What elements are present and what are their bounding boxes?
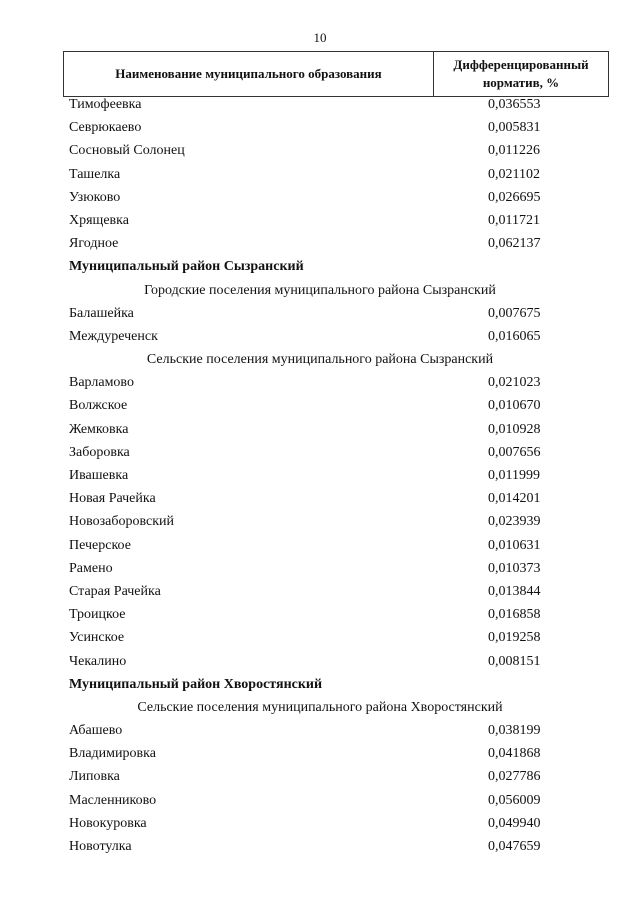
- table-row: [0, 118, 640, 141]
- table-row: [0, 141, 640, 164]
- table-row: [0, 814, 640, 837]
- row-name: Севрюкаево: [69, 120, 142, 136]
- row-name: Новая Рачейка: [69, 491, 156, 507]
- row-value: 0,010373: [488, 560, 541, 576]
- table-row: [0, 234, 640, 257]
- table-row: [0, 304, 640, 327]
- row-name: Ивашевка: [69, 468, 129, 483]
- table-row: [0, 512, 640, 535]
- row-value: 0,023939: [488, 514, 541, 530]
- row-name: Чекалино: [69, 653, 127, 669]
- row-value: 0,007675: [488, 305, 541, 321]
- table-row: [0, 767, 640, 790]
- row-name: Хрящевка: [69, 212, 129, 228]
- table-row: [0, 605, 640, 628]
- table-body: [0, 95, 640, 860]
- table-row: [0, 536, 640, 559]
- heading-text: Муниципальный район Хворостянский: [69, 676, 323, 692]
- row-value: 0,019258: [488, 630, 541, 646]
- table-row: [0, 489, 640, 512]
- row-value: 0,062137: [488, 236, 541, 252]
- row-value: 0,011721: [488, 212, 540, 228]
- table-row: [0, 628, 640, 651]
- row-value: 0,011999: [488, 468, 540, 483]
- row-value: 0,008151: [488, 653, 541, 669]
- column-header-norm-line2: норматив, %: [482, 75, 560, 90]
- row-name: Масленниково: [69, 792, 157, 808]
- row-value: 0,010928: [488, 421, 541, 437]
- column-header-norm: [434, 52, 608, 96]
- heading-text: Сельские поселения муниципального района Сызранский: [146, 352, 494, 368]
- row-value: 0,049940: [488, 815, 541, 831]
- row-name: Ягодное: [69, 236, 119, 252]
- row-name: Новотулка: [69, 839, 132, 854]
- row-value: 0,038199: [488, 723, 541, 739]
- row-name: Варламово: [69, 375, 134, 391]
- row-name: Сосновый Солонец: [69, 143, 185, 159]
- row-value: 0,021102: [488, 166, 540, 182]
- table-row: [0, 327, 640, 350]
- row-value: 0,011226: [488, 143, 540, 159]
- row-name: Балашейка: [69, 305, 134, 321]
- row-value: 0,026695: [488, 189, 541, 205]
- table-row: [0, 652, 640, 675]
- row-value: 0,005831: [488, 120, 541, 136]
- table-row: [0, 95, 640, 118]
- column-header-name: Наименование муниципального образования: [115, 66, 382, 81]
- row-value: 0,041868: [488, 746, 541, 762]
- row-name: Владимировка: [69, 746, 156, 762]
- table-row: [0, 165, 640, 188]
- row-name: Ташелка: [69, 166, 121, 182]
- table-row: [0, 443, 640, 466]
- row-value: 0,014201: [488, 491, 541, 507]
- row-name: Жемковка: [69, 421, 129, 437]
- table-row: [0, 420, 640, 443]
- row-value: 0,027786: [488, 769, 541, 785]
- table-row: [0, 559, 640, 582]
- heading-text: Сельские поселения муниципального района Хворостянский: [137, 699, 503, 715]
- table-header: [63, 51, 609, 97]
- row-value: 0,016858: [488, 607, 541, 623]
- table-row: [0, 188, 640, 211]
- row-value: 0,016065: [488, 328, 541, 344]
- row-name: Усинское: [69, 630, 125, 646]
- table-row: [0, 791, 640, 814]
- table-row: [0, 837, 640, 860]
- row-name: Узюково: [69, 189, 121, 205]
- table-row: [0, 373, 640, 396]
- row-name: Старая Рачейка: [69, 583, 161, 599]
- settlement-subheading: [0, 350, 640, 373]
- row-value: 0,010631: [488, 537, 541, 553]
- heading-text: Городские поселения муниципального района Сызранский: [144, 282, 496, 298]
- row-value: 0,047659: [488, 839, 541, 854]
- column-header-norm-line1: Дифференцированный: [453, 57, 589, 72]
- row-name: Междуреченск: [69, 328, 158, 344]
- table-row: [0, 744, 640, 767]
- heading-text: Муниципальный район Сызранский: [69, 259, 304, 275]
- row-name: Абашево: [69, 723, 123, 739]
- row-name: Рамено: [69, 560, 113, 576]
- settlement-subheading: [0, 698, 640, 721]
- table-row: [0, 721, 640, 744]
- table-row: [0, 211, 640, 234]
- row-name: Новокуровка: [69, 815, 147, 831]
- row-value: 0,010670: [488, 398, 541, 414]
- row-value: 0,036553: [488, 97, 541, 112]
- row-name: Тимофеевка: [69, 97, 142, 112]
- table-row: [0, 466, 640, 489]
- district-heading: [0, 257, 640, 280]
- settlement-subheading: [0, 281, 640, 304]
- table-row: [0, 582, 640, 605]
- table-row: [0, 396, 640, 419]
- page-number: 10: [313, 30, 327, 45]
- row-name: Троицкое: [69, 607, 126, 623]
- row-value: 0,021023: [488, 375, 541, 391]
- row-name: Липовка: [69, 769, 120, 785]
- row-name: Волжское: [69, 398, 128, 414]
- row-value: 0,056009: [488, 792, 541, 808]
- district-heading: [0, 675, 640, 698]
- row-value: 0,013844: [488, 583, 541, 599]
- row-name: Новозаборовский: [69, 514, 175, 530]
- row-value: 0,007656: [488, 444, 541, 460]
- row-name: Заборовка: [69, 444, 130, 460]
- row-name: Печерское: [69, 537, 131, 553]
